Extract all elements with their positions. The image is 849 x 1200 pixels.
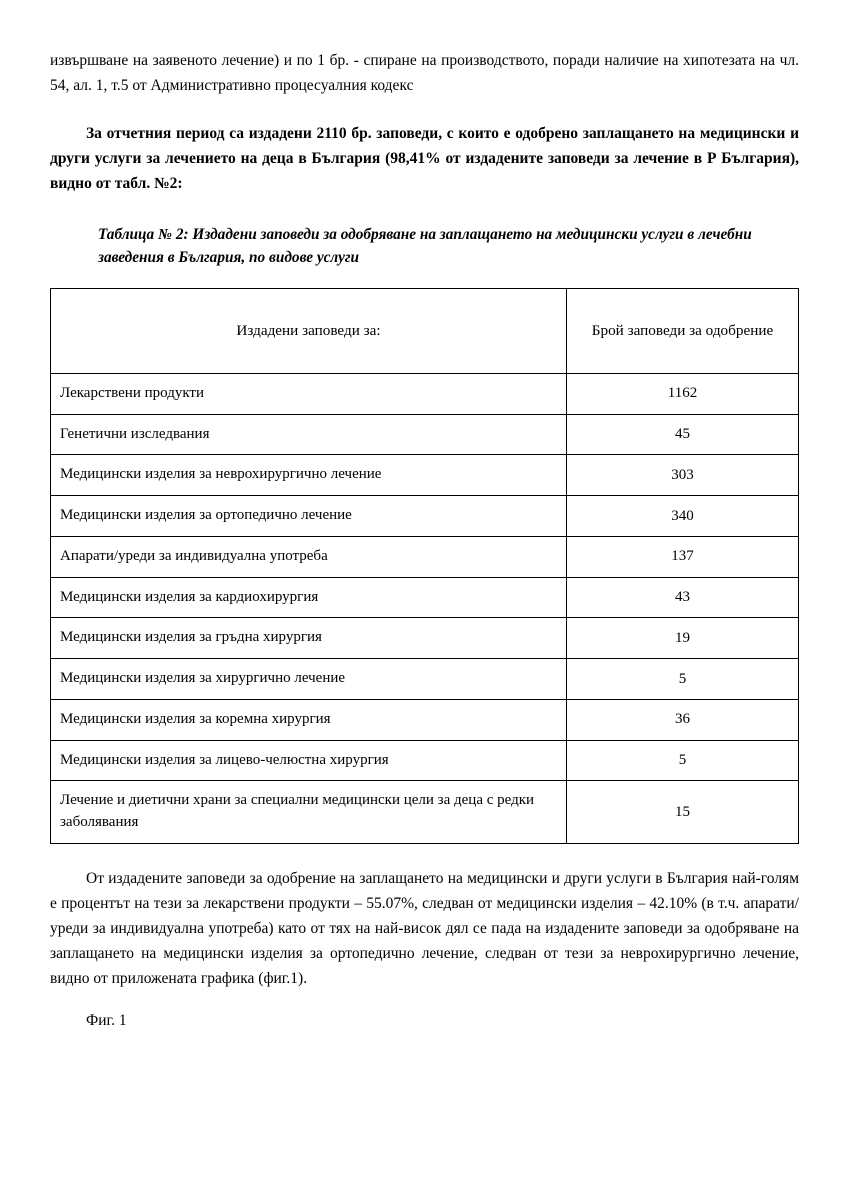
table-row <box>51 781 799 844</box>
cell-count: 36 <box>567 699 799 740</box>
cell-count: 5 <box>567 740 799 781</box>
cell-count: 45 <box>567 414 799 455</box>
cell-count: 5 <box>567 659 799 700</box>
table-row <box>51 536 799 577</box>
column-header-count: Брой заповеди за одобрение <box>567 288 799 373</box>
table-header-row <box>51 288 799 373</box>
table-row <box>51 659 799 700</box>
table-row <box>51 455 799 496</box>
table-row <box>51 496 799 537</box>
cell-category: Медицински изделия за лицево-челюстна хирургия <box>51 740 567 781</box>
cell-category: Апарати/уреди за индивидуална употреба <box>51 536 567 577</box>
cell-count: 15 <box>567 781 799 844</box>
cell-count: 43 <box>567 577 799 618</box>
cell-count: 137 <box>567 536 799 577</box>
cell-category: Лечение и диетични храни за специални медицински цели за деца с редки заболявания <box>51 781 567 844</box>
table-row <box>51 699 799 740</box>
paragraph-summary-bold: За отчетния период са издадени 2110 бр. заповеди, с които е одобрено заплащането на медицински и други услуги за лечението на деца в България (98,41% от издадените заповеди за лечение в Р България), видно от табл. №2: <box>50 125 799 193</box>
table-caption: Таблица № 2: Издадени заповеди за одобряване на заплащането на медицински услуги в лечебни заведения в България, по видове услуги <box>98 225 752 267</box>
cell-category: Медицински изделия за гръдна хирургия <box>51 618 567 659</box>
cell-count: 1162 <box>567 373 799 414</box>
cell-category: Медицински изделия за коремна хирургия <box>51 699 567 740</box>
table-row <box>51 373 799 414</box>
table-row <box>51 577 799 618</box>
cell-count: 340 <box>567 496 799 537</box>
table-row <box>51 414 799 455</box>
table-row <box>51 618 799 659</box>
table-header <box>51 288 799 373</box>
cell-count: 19 <box>567 618 799 659</box>
cell-count: 303 <box>567 455 799 496</box>
column-header-category: Издадени заповеди за: <box>51 288 567 373</box>
cell-category: Медицински изделия за неврохирургично лечение <box>51 455 567 496</box>
paragraph-continuation: извършване на заявеното лечение) и по 1 бр. - спиране на производството, поради наличие на хипотезата на чл. 54, ал. 1, т.5 от Административно процесуалния кодекс <box>50 52 799 95</box>
cell-category: Медицински изделия за ортопедично лечение <box>51 496 567 537</box>
figure-label: Фиг. 1 <box>86 1011 127 1029</box>
table-body <box>51 373 799 843</box>
cell-category: Медицински изделия за хирургично лечение <box>51 659 567 700</box>
cell-category: Лекарствени продукти <box>51 373 567 414</box>
table-row <box>51 740 799 781</box>
orders-table <box>50 288 799 844</box>
cell-category: Генетични изследвания <box>51 414 567 455</box>
paragraph-analysis: От издадените заповеди за одобрение на заплащането на медицински и други услуги в България най-голям е процентът на тези за лекарствени продукти – 55.07%, следван от медицински изделия – 42.10% (в т.ч. апарати/уреди за индивидуална употреба) като от тях на най-висок дял се пада на издадените заповеди за одобряване на заплащането на медицински изделия за ортопедично лечение, следван от тези за неврохирургично лечение, видно от приложената графика (фиг.1). <box>50 869 799 988</box>
cell-category: Медицински изделия за кардиохирургия <box>51 577 567 618</box>
